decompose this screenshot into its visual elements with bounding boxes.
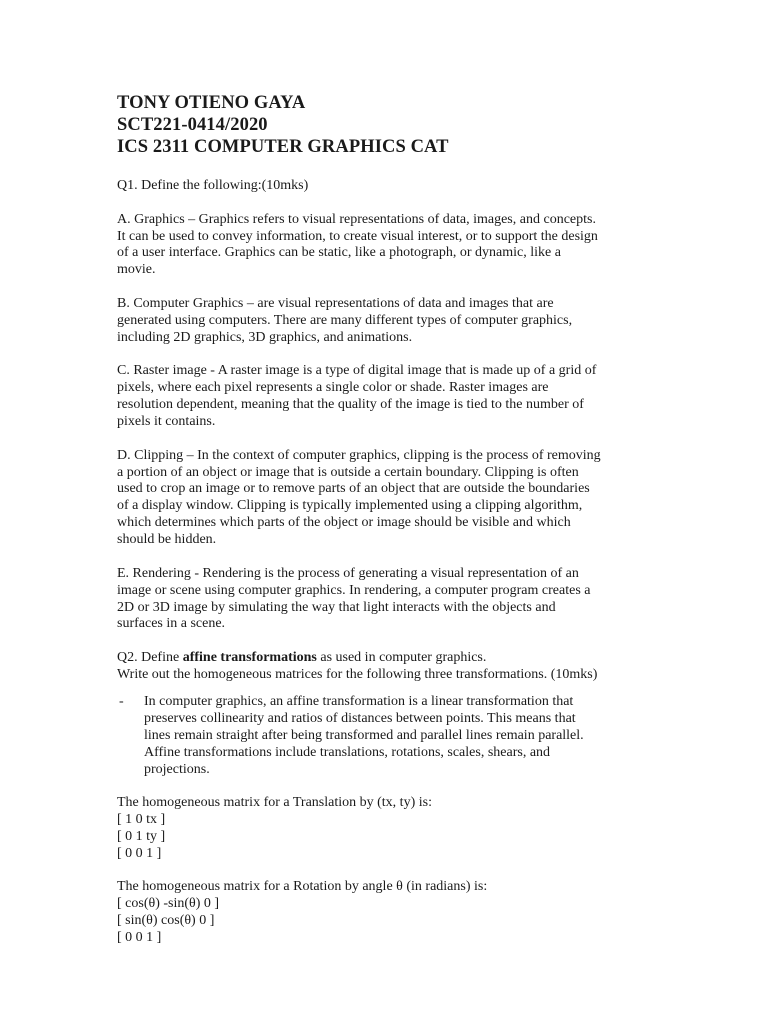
answer-line: It can be used to convey information, to create visual interest, or to support the design — [117, 228, 598, 244]
answer-line: 2D or 3D image by simulating the way that light interacts with the objects and — [117, 599, 556, 615]
bullet-line: projections. — [144, 761, 210, 777]
bullet-line: lines remain straight after being transformed and parallel lines remain parallel. — [144, 727, 584, 743]
answer-line: should be hidden. — [117, 532, 217, 548]
answer-line: of a display window. Clipping is typically implemented using a clipping algorithm, — [117, 498, 583, 514]
q2-title-suffix: as used in computer graphics. — [316, 650, 487, 666]
bullet-line: preserves collinearity and ratios of distances between points. This means that — [144, 710, 576, 726]
answer-line: pixels it contains. — [117, 414, 216, 430]
q1-answer-e — [117, 566, 657, 634]
q2-bullet-item — [117, 694, 657, 779]
q1-answer-a — [117, 212, 657, 280]
matrix-row: [ sin(θ) cos(θ) 0 ] — [117, 913, 215, 929]
q1-answer-b — [117, 296, 657, 347]
registration-number: SCT221-0414/2020 — [117, 115, 268, 135]
matrix-row: [ 1 0 tx ] — [117, 812, 166, 827]
matrix-row: [ cos(θ) -sin(θ) 0 ] — [117, 896, 220, 912]
answer-line: pixels, where each pixel represents a single color or shade. Raster images are — [117, 380, 549, 396]
answer-line: used to crop an image or to remove parts of an object that are outside the boundaries — [117, 481, 590, 497]
answer-line: a portion of an object or image that is outside a certain boundary. Clipping is often — [117, 464, 579, 480]
matrix-row: [ 0 1 ty ] — [117, 828, 166, 844]
bullet-line: Affine transformations include translations, rotations, scales, shears, and — [144, 744, 551, 760]
q2-title-bold: affine transformations — [182, 650, 317, 666]
answer-line: surfaces in a scene. — [117, 616, 226, 632]
answer-line: resolution dependent, meaning that the quality of the image is tied to the number of — [117, 397, 584, 413]
answer-line: of a user interface. Graphics can be static, like a photograph, or dynamic, like a — [117, 245, 561, 261]
q1-answer-d — [117, 448, 657, 549]
answer-line: movie. — [117, 262, 156, 278]
answer-line: including 2D graphics, 3D graphics, and animations. — [117, 329, 413, 345]
document-header — [117, 92, 449, 158]
answer-line: E. Rendering - Rendering is the process of generating a visual representation of an — [117, 565, 579, 581]
bullet-marker: - — [119, 693, 124, 709]
q2-title-prefix: Q2. Define — [117, 650, 183, 666]
bullet-line: In computer graphics, an affine transformation is a linear transformation that — [144, 693, 574, 709]
matrix-row: [ 0 0 1 ] — [117, 845, 162, 861]
rotation-intro: The homogeneous matrix for a Rotation by angle θ (in radians) is: — [117, 879, 488, 895]
student-name: TONY OTIENO GAYA — [117, 93, 306, 113]
rotation-matrix-block — [117, 879, 657, 947]
translation-intro: The homogeneous matrix for a Translation by (tx, ty) is: — [117, 795, 432, 811]
course-title: ICS 2311 COMPUTER GRAPHICS CAT — [117, 137, 449, 157]
answer-line: generated using computers. There are many different types of computer graphics, — [117, 312, 573, 328]
q1-title — [117, 178, 657, 195]
answer-line: which determines which parts of the object or image should be visible and which — [117, 515, 571, 531]
q1-title-text: Q1. Define the following:(10mks) — [117, 178, 309, 193]
matrix-row: [ 0 0 1 ] — [117, 930, 162, 946]
answer-line: A. Graphics – Graphics refers to visual representations of data, images, and concepts. — [117, 211, 596, 227]
answer-line: D. Clipping – In the context of computer graphics, clipping is the process of removing — [117, 447, 601, 463]
answer-line: image or scene using computer graphics. In rendering, a computer program creates a — [117, 582, 591, 598]
q2-title — [117, 650, 657, 667]
answer-line: C. Raster image - A raster image is a type of digital image that is made up of a grid of — [117, 363, 597, 379]
document-body — [117, 178, 657, 964]
translation-matrix-block — [117, 795, 657, 863]
q1-answer-c — [117, 363, 657, 431]
q2-heading — [117, 650, 657, 684]
answer-line: B. Computer Graphics – are visual representations of data and images that are — [117, 295, 554, 311]
q2-subtitle: Write out the homogeneous matrices for the following three transformations. (10mks) — [117, 666, 598, 682]
